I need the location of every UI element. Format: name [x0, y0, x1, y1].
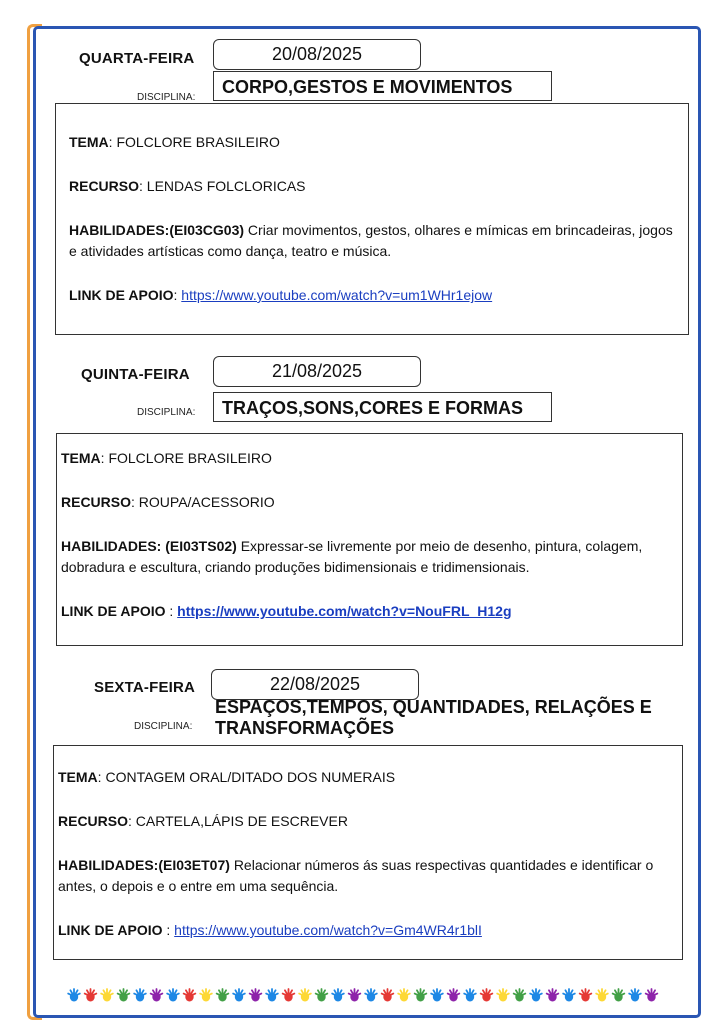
hand-icon — [431, 989, 443, 1002]
discipline-box: TRAÇOS,SONS,CORES E FORMAS — [213, 392, 552, 422]
hand-icon — [448, 989, 460, 1002]
hand-icon — [464, 989, 476, 1002]
hand-icon — [233, 989, 245, 1002]
hand-icon — [151, 989, 163, 1002]
hand-icon — [530, 989, 542, 1002]
day-label: QUARTA-FEIRA — [79, 50, 195, 67]
hand-icon — [613, 989, 625, 1002]
support-link[interactable]: https://www.youtube.com/watch?v=NouFRL_H12g — [177, 603, 512, 619]
hand-icon — [118, 989, 130, 1002]
hand-icon — [481, 989, 493, 1002]
lesson-card — [53, 745, 683, 960]
recurso-line: RECURSO: CARTELA,LÁPIS DE ESCREVER — [58, 813, 348, 829]
hand-icon — [316, 989, 328, 1002]
habilidades-line: HABILIDADES:(EI03ET07) Relacionar números ás suas respectivas quantidades e identificar o antes, o depois e o entre em uma sequência. — [58, 857, 654, 894]
hand-icon — [398, 989, 410, 1002]
day-label: SEXTA-FEIRA — [94, 679, 196, 696]
hand-icon — [365, 989, 377, 1002]
day-label: QUINTA-FEIRA — [81, 366, 190, 383]
lesson-card — [55, 103, 689, 335]
discipline-label: DISCIPLINA: — [137, 407, 196, 418]
hand-icon — [266, 989, 278, 1002]
tema-line: TEMA: FOLCLORE BRASILEIRO — [61, 450, 272, 466]
hand-icon — [101, 989, 113, 1002]
hand-icon — [85, 989, 97, 1002]
discipline-label: DISCIPLINA: — [134, 721, 193, 732]
colorful-hands-border-icon — [66, 984, 660, 1004]
hand-icon — [68, 989, 80, 1002]
hand-icon — [563, 989, 575, 1002]
hand-icon — [514, 989, 526, 1002]
hand-icon — [646, 989, 658, 1002]
date-box: 21/08/2025 — [213, 356, 421, 387]
link-line: LINK DE APOIO: https://www.youtube.com/watch?v=um1WHr1ejow — [69, 287, 493, 303]
hand-icon — [217, 989, 229, 1002]
date-box: 22/08/2025 — [211, 669, 419, 700]
hand-icon — [184, 989, 196, 1002]
recurso-line: RECURSO: LENDAS FOLCLORICAS — [69, 178, 306, 194]
hand-icon — [415, 989, 427, 1002]
hand-icon — [332, 989, 344, 1002]
hand-icon — [580, 989, 592, 1002]
link-line: LINK DE APOIO : https://www.youtube.com/watch?v=NouFRL_H12g — [61, 603, 512, 619]
hand-icon — [200, 989, 212, 1002]
recurso-line: RECURSO: ROUPA/ACESSORIO — [61, 494, 275, 510]
habilidades-line: HABILIDADES: (EI03TS02) Expressar-se livremente por meio de desenho, pintura, colagem, dobradura e escultura, criando produções bidimensionais e tridimensionais. — [61, 538, 643, 575]
discipline-box: CORPO,GESTOS E MOVIMENTOS — [213, 71, 552, 101]
hand-icon — [167, 989, 179, 1002]
date-box: 20/08/2025 — [213, 39, 421, 70]
habilidades-line: HABILIDADES:(EI03CG03) Criar movimentos, gestos, olhares e mímicas em brincadeiras, jogos e atividades artísticas como dança, teatro e música. — [69, 222, 673, 259]
hand-icon — [547, 989, 559, 1002]
hand-icon — [134, 989, 146, 1002]
hand-icon — [382, 989, 394, 1002]
tema-line: TEMA: FOLCLORE BRASILEIRO — [69, 134, 280, 150]
support-link[interactable]: https://www.youtube.com/watch?v=um1WHr1ejow — [181, 287, 493, 303]
link-line: LINK DE APOIO : https://www.youtube.com/watch?v=Gm4WR4r1blI — [58, 922, 482, 938]
discipline-text: ESPAÇOS,TEMPOS, QUANTIDADES, RELAÇÕES E TRANSFORMAÇÕES — [215, 697, 652, 738]
tema-line: TEMA: CONTAGEM ORAL/DITADO DOS NUMERAIS — [58, 769, 396, 785]
hand-icon — [629, 989, 641, 1002]
hand-icon — [596, 989, 608, 1002]
hand-icon — [497, 989, 509, 1002]
hand-icon — [349, 989, 361, 1002]
support-link[interactable]: https://www.youtube.com/watch?v=Gm4WR4r1blI — [174, 922, 482, 938]
hand-icon — [283, 989, 295, 1002]
hand-icon — [299, 989, 311, 1002]
hand-icon — [250, 989, 262, 1002]
discipline-label: DISCIPLINA: — [137, 92, 196, 103]
lesson-card — [56, 433, 683, 646]
